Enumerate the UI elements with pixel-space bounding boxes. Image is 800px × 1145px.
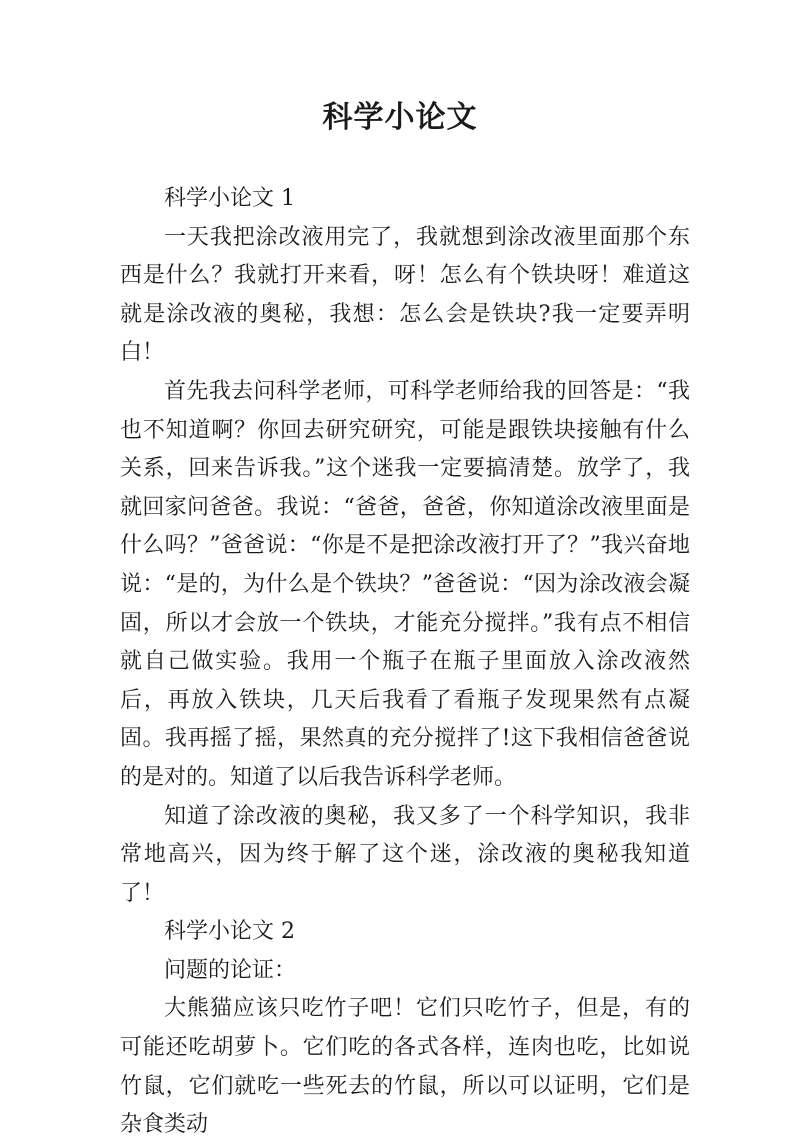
paragraph: 知道了涂改液的奥秘，我又多了一个科学知识，我非常地高兴，因为终于解了这个迷，涂改液的奥秘我知道了！ [120,803,690,906]
section-heading-1: 科学小论文 1 [164,186,295,211]
document-title: 科学小论文 [322,100,478,135]
paragraph: 一天我把涂改液用完了，我就想到涂改液里面那个东西是什么？我就打开来看，呀！怎么有个铁块呀！难道这就是涂改液的奥秘，我想：怎么会是铁块?我一定要弄明白！ [120,224,690,366]
section-heading-2: 科学小论文 2 [164,919,295,945]
paragraph: 首先我去问科学老师，可科学老师给我的回答是：“我也不知道啊？你回去研究研究，可能是跟铁块接触有什么关系，回来告诉我。”这个迷我一定要搞清楚。放学了，我就回家问爸爸。我说：“爸爸，爸爸，你知道涂改液里面是什么吗？”爸爸说：“你是不是把涂改液打开了？”我兴奋地说：“是的，为什么是个铁块？”爸爸说：“因为涂改液会凝固，所以才会放一个铁块，才能充分搅拌。”我有点不相信就自己做实验。我用一个瓶子在瓶子里面放入涂改液然后，再放入铁块，几天后我看了看瓶子发现果然有点凝固。我再摇了摇，果然真的充分搅拌了!这下我相信爸爸说的是对的。知道了以后我告诉科学老师。 [120,378,690,790]
paragraph: 大熊猫应该只吃竹子吧！它们只吃竹子，但是，有的可能还吃胡萝卜。它们吃的各式各样，连肉也吃，比如说竹鼠，它们就吃一些死去的竹鼠，所以可以证明，它们是杂食类动 [120,996,690,1138]
document-body [120,180,690,1145]
paragraph: 问题的论证： [164,957,297,983]
